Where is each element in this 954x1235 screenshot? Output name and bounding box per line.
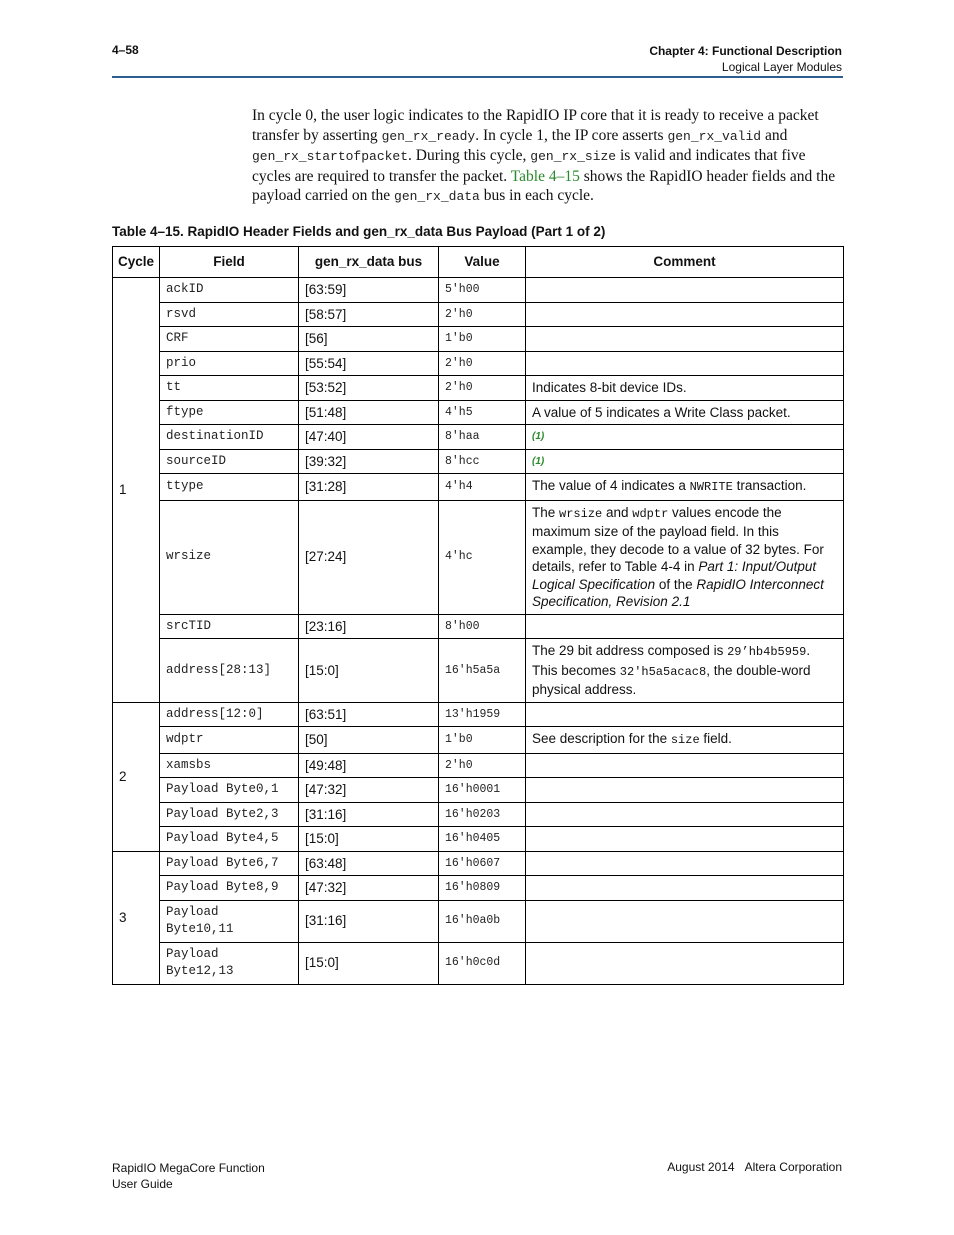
col-header-bus: gen_rx_data bus <box>299 247 439 278</box>
cycle-cell: 2 <box>113 702 160 851</box>
comment-cell <box>526 351 844 376</box>
field-cell: srcTID <box>160 614 299 639</box>
bus-cell: [47:40] <box>299 425 439 450</box>
comment-cell <box>526 942 844 984</box>
value-cell: 2'h0 <box>439 351 526 376</box>
field-cell: Payload Byte0,1 <box>160 778 299 803</box>
bus-cell: [49:48] <box>299 753 439 778</box>
bus-cell: [15:0] <box>299 639 439 703</box>
page-number: 4–58 <box>112 43 139 57</box>
value-cell: 16'h0809 <box>439 876 526 901</box>
running-header <box>649 43 842 75</box>
bus-cell: [15:0] <box>299 827 439 852</box>
body-paragraph: In cycle 0, the user logic indicates to the RapidIO IP core that it is ready to receive a packet transfer by asserting gen_rx_ready. In cycle 1, the IP core asserts gen_rx_valid and gen_rx_startofpacket. During this cycle, gen_rx_size is valid and indicates that five cycles are required to transfer the packet. Table 4–15 shows the RapidIO header fields and the payload carried on the gen_rx_data bus in each cycle. <box>252 107 836 205</box>
comment-cell <box>526 851 844 876</box>
header-fields-table <box>112 246 844 985</box>
field-cell: ackID <box>160 278 299 303</box>
company-name: Altera Corporation <box>744 1160 842 1174</box>
comment-cell <box>526 425 844 450</box>
table-header-row <box>113 247 844 278</box>
value-cell: 16'h0001 <box>439 778 526 803</box>
table-row <box>113 376 844 401</box>
chapter-title: Chapter 4: Functional Description <box>649 44 842 58</box>
field-cell: Payload Byte8,9 <box>160 876 299 901</box>
table-row <box>113 474 844 501</box>
value-cell: 1'b0 <box>439 327 526 352</box>
col-header-cycle: Cycle <box>113 247 160 278</box>
comment-cell <box>526 900 844 942</box>
value-cell: 4'h5 <box>439 400 526 425</box>
table-row <box>113 802 844 827</box>
table-row <box>113 876 844 901</box>
field-cell: Payload Byte4,5 <box>160 827 299 852</box>
value-cell: 4'h4 <box>439 474 526 501</box>
field-cell: Payload Byte12,13 <box>160 942 299 984</box>
value-cell: 16'h0203 <box>439 802 526 827</box>
col-header-comment: Comment <box>526 247 844 278</box>
table-link[interactable]: Table 4–15 <box>510 167 580 185</box>
bus-cell: [53:52] <box>299 376 439 401</box>
field-cell: wdptr <box>160 727 299 754</box>
table-caption: Table 4–15. RapidIO Header Fields and gen_rx_data Bus Payload (Part 1 of 2) <box>112 224 606 239</box>
bus-cell: [47:32] <box>299 876 439 901</box>
bus-cell: [15:0] <box>299 942 439 984</box>
table-row <box>113 278 844 303</box>
col-header-value: Value <box>439 247 526 278</box>
table-row <box>113 639 844 703</box>
table-row <box>113 727 844 754</box>
comment-cell: The 29 bit address composed is 29’hb4b5959. This becomes 32'h5a5acac8, the double-word physical address. <box>526 639 844 703</box>
field-cell: destinationID <box>160 425 299 450</box>
comment-cell <box>526 802 844 827</box>
comment-cell <box>526 876 844 901</box>
value-cell: 1'b0 <box>439 727 526 754</box>
comment-cell: The wrsize and wdptr values encode the maximum size of the payload field. In this example, they decode to a value of 32 bytes. For details, refer to Table 4-4 in Part 1: Input/Output Logical Specification of the RapidIO Interconnect Specification, Revision 2.1 <box>526 500 844 614</box>
bus-cell: [63:59] <box>299 278 439 303</box>
value-cell: 2'h0 <box>439 302 526 327</box>
comment-cell <box>526 327 844 352</box>
field-cell: address[12:0] <box>160 702 299 727</box>
cycle-cell: 3 <box>113 851 160 984</box>
bus-cell: [63:48] <box>299 851 439 876</box>
bus-cell: [47:32] <box>299 778 439 803</box>
field-cell: address[28:13] <box>160 639 299 703</box>
comment-cell <box>526 778 844 803</box>
comment-cell <box>526 753 844 778</box>
value-cell: 16'h0c0d <box>439 942 526 984</box>
bus-cell: [55:54] <box>299 351 439 376</box>
table-row <box>113 351 844 376</box>
value-cell: 8'haa <box>439 425 526 450</box>
table-row <box>113 827 844 852</box>
value-cell: 16'h0a0b <box>439 900 526 942</box>
table-row <box>113 753 844 778</box>
cycle-cell: 1 <box>113 278 160 703</box>
table-row <box>113 614 844 639</box>
comment-cell: See description for the size field. <box>526 727 844 754</box>
field-cell: Payload Byte2,3 <box>160 802 299 827</box>
footnote-ref[interactable]: (1) <box>532 431 545 442</box>
footer-left <box>112 1160 265 1192</box>
field-cell: tt <box>160 376 299 401</box>
bus-cell: [56] <box>299 327 439 352</box>
table-row <box>113 327 844 352</box>
value-cell: 2'h0 <box>439 753 526 778</box>
bus-cell: [31:28] <box>299 474 439 501</box>
value-cell: 4'hc <box>439 500 526 614</box>
comment-cell <box>526 827 844 852</box>
footnote-ref[interactable]: (1) <box>532 455 545 467</box>
bus-cell: [39:32] <box>299 449 439 474</box>
bus-cell: [31:16] <box>299 900 439 942</box>
comment-cell: The value of 4 indicates a NWRITE transaction. <box>526 474 844 501</box>
table-row <box>113 702 844 727</box>
comment-cell <box>526 302 844 327</box>
table-row <box>113 425 844 450</box>
field-cell: rsvd <box>160 302 299 327</box>
value-cell: 5'h00 <box>439 278 526 303</box>
field-cell: CRF <box>160 327 299 352</box>
section-title: Logical Layer Modules <box>721 60 842 74</box>
doc-name: User Guide <box>112 1177 173 1191</box>
comment-cell <box>526 614 844 639</box>
comment-cell: Indicates 8-bit device IDs. <box>526 376 844 401</box>
table-row <box>113 942 844 984</box>
field-cell: Payload Byte10,11 <box>160 900 299 942</box>
value-cell: 8'hcc <box>439 449 526 474</box>
table-row <box>113 851 844 876</box>
bus-cell: [31:16] <box>299 802 439 827</box>
doc-date: August 2014 <box>667 1160 735 1174</box>
value-cell: 8'h00 <box>439 614 526 639</box>
value-cell: 2'h0 <box>439 376 526 401</box>
bus-cell: [51:48] <box>299 400 439 425</box>
comment-cell <box>526 278 844 303</box>
field-cell: prio <box>160 351 299 376</box>
comment-cell: A value of 5 indicates a Write Class packet. <box>526 400 844 425</box>
field-cell: Payload Byte6,7 <box>160 851 299 876</box>
field-cell: ftype <box>160 400 299 425</box>
comment-cell <box>526 702 844 727</box>
table-row <box>113 302 844 327</box>
value-cell: 13'h1959 <box>439 702 526 727</box>
header-rule <box>112 76 843 78</box>
bus-cell: [50] <box>299 727 439 754</box>
value-cell: 16'h5a5a <box>439 639 526 703</box>
field-cell: wrsize <box>160 500 299 614</box>
bus-cell: [27:24] <box>299 500 439 614</box>
footer-right <box>657 1160 842 1174</box>
table-row <box>113 449 844 474</box>
col-header-field: Field <box>160 247 299 278</box>
product-name: RapidIO MegaCore Function <box>112 1161 265 1175</box>
table-row <box>113 778 844 803</box>
bus-cell: [63:51] <box>299 702 439 727</box>
table-row <box>113 500 844 614</box>
bus-cell: [58:57] <box>299 302 439 327</box>
field-cell: xamsbs <box>160 753 299 778</box>
table-row <box>113 900 844 942</box>
field-cell: sourceID <box>160 449 299 474</box>
bus-cell: [23:16] <box>299 614 439 639</box>
field-cell: ttype <box>160 474 299 501</box>
table-row <box>113 400 844 425</box>
value-cell: 16'h0405 <box>439 827 526 852</box>
comment-cell <box>526 449 844 474</box>
value-cell: 16'h0607 <box>439 851 526 876</box>
